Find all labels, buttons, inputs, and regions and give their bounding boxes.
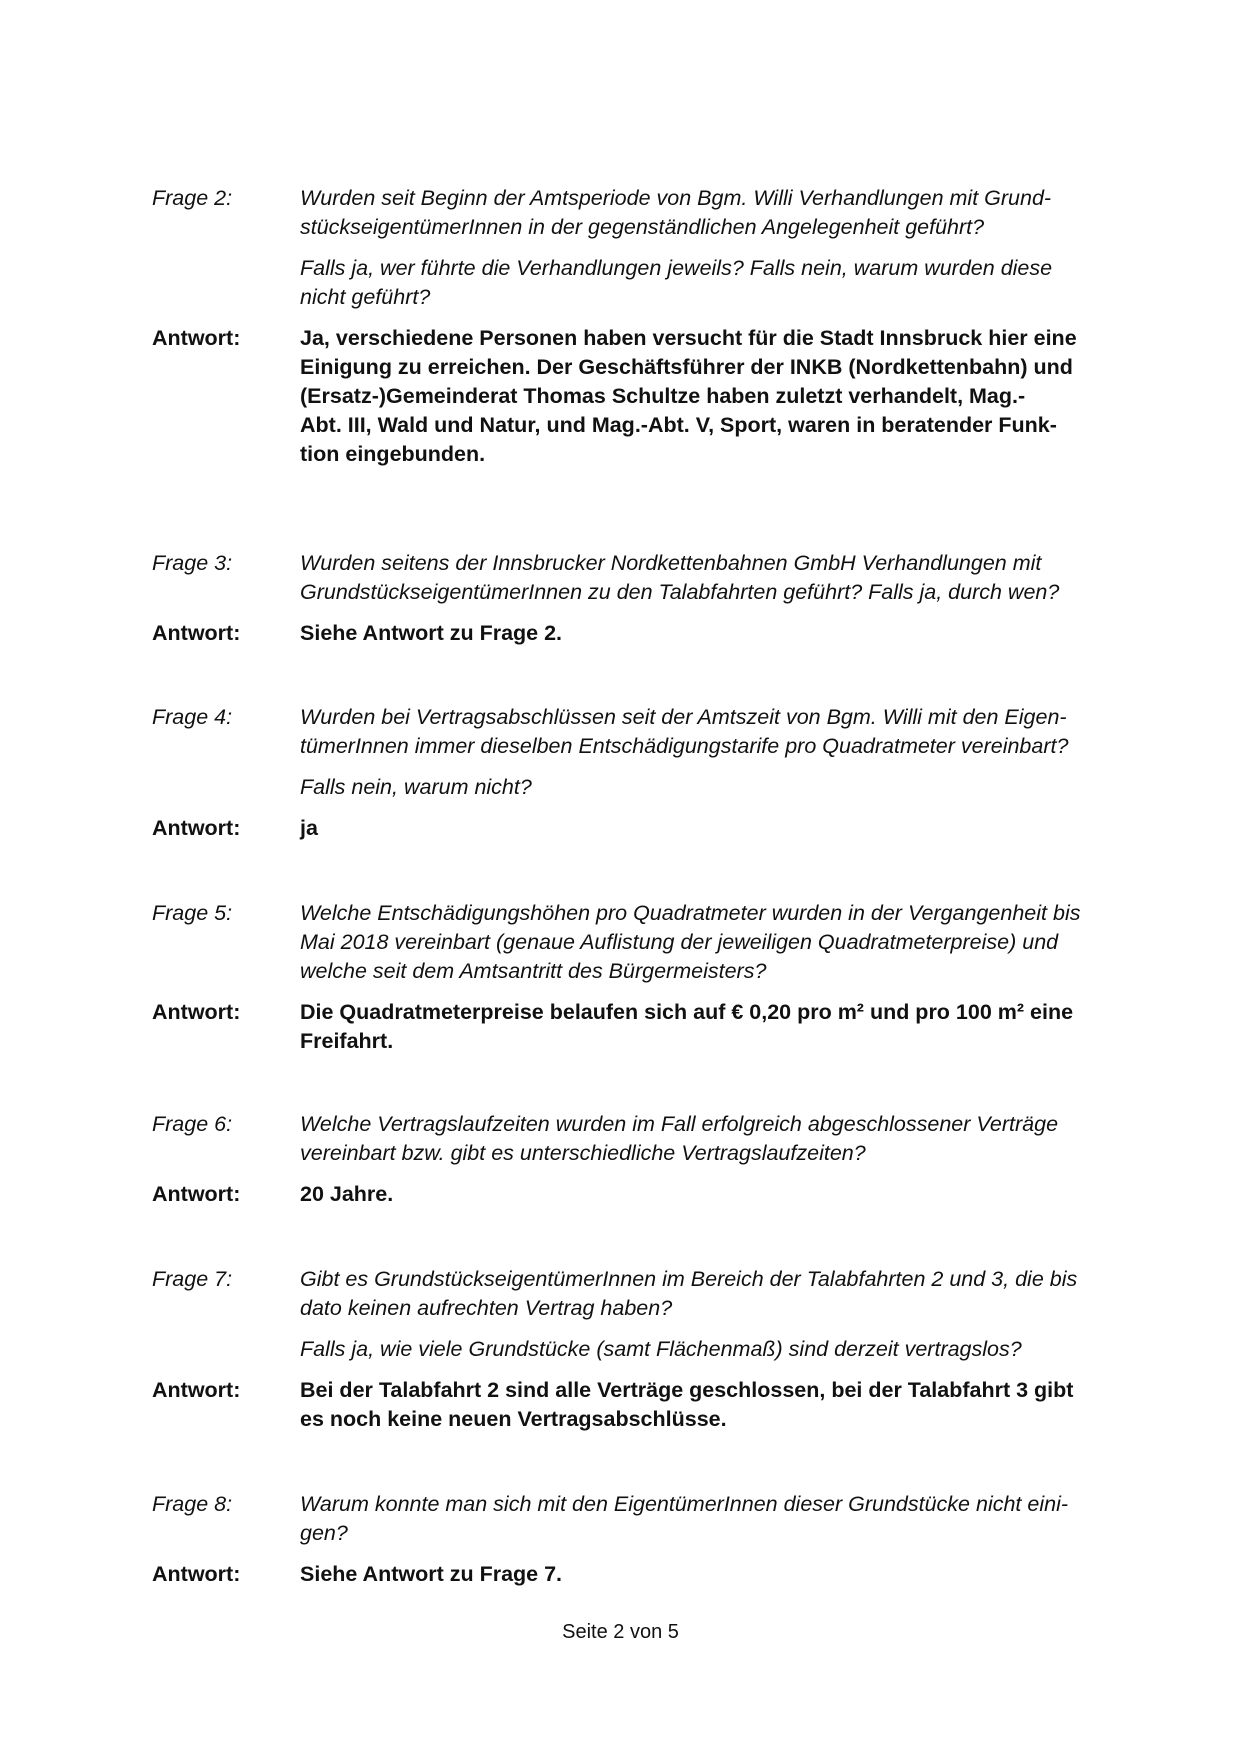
answer-line: Ja, verschiedene Personen haben versucht für die Stadt Innsbruck hier eine <box>300 326 1077 350</box>
answer-label: Antwort: <box>152 1378 241 1402</box>
question-row <box>152 899 1152 986</box>
question-line: stückseigentümerInnen in der gegenständlichen Angelegenheit geführt? <box>300 215 985 239</box>
question-line: Gibt es GrundstückseigentümerInnen im Bereich der Talabfahrten 2 und 3, die bis <box>300 1267 1078 1291</box>
qa-block-frage-3 <box>152 549 1152 648</box>
question-paragraph <box>300 703 1152 761</box>
answer-row <box>152 1376 1152 1434</box>
question-row <box>152 1490 1152 1548</box>
question-label: Frage 8: <box>152 1492 233 1516</box>
answer-text <box>300 1180 1152 1209</box>
answer-line: es noch keine neuen Vertragsabschlüsse. <box>300 1407 727 1431</box>
question-paragraph <box>300 899 1152 986</box>
question-row <box>152 184 1152 312</box>
question-row <box>152 549 1152 607</box>
answer-line: Bei der Talabfahrt 2 sind alle Verträge geschlossen, bei der Talabfahrt 3 gibt <box>300 1378 1074 1402</box>
answer-text <box>300 619 1152 648</box>
answer-row <box>152 998 1152 1056</box>
answer-label: Antwort: <box>152 621 241 645</box>
question-text <box>300 703 1152 802</box>
question-paragraph <box>300 1490 1152 1548</box>
question-line: gen? <box>300 1521 348 1545</box>
answer-text <box>300 1560 1152 1589</box>
answer-text <box>300 814 1152 843</box>
question-line: Falls nein, warum nicht? <box>300 775 532 799</box>
question-paragraph <box>300 549 1152 607</box>
answer-row <box>152 619 1152 648</box>
question-text <box>300 899 1152 986</box>
qa-block-frage-7 <box>152 1265 1152 1434</box>
question-line: Warum konnte man sich mit den EigentümerInnen dieser Grundstücke nicht eini- <box>300 1492 1069 1516</box>
qa-block-frage-4 <box>152 703 1152 843</box>
answer-line: Die Quadratmeterpreise belaufen sich auf € 0,20 pro m² und pro 100 m² eine <box>300 1000 1074 1024</box>
answer-label: Antwort: <box>152 1182 241 1206</box>
answer-row <box>152 1180 1152 1209</box>
question-line: Wurden bei Vertragsabschlüssen seit der Amtszeit von Bgm. Willi mit den Eigen- <box>300 705 1067 729</box>
qa-block-frage-6 <box>152 1110 1152 1209</box>
question-label: Frage 5: <box>152 901 233 925</box>
question-line: GrundstückseigentümerInnen zu den Talabfahrten geführt? Falls ja, durch wen? <box>300 580 1060 604</box>
question-line: welche seit dem Amtsantritt des Bürgermeisters? <box>300 959 767 983</box>
question-line: Welche Vertragslaufzeiten wurden im Fall erfolgreich abgeschlossener Verträge <box>300 1112 1059 1136</box>
answer-text <box>300 1376 1152 1434</box>
question-label: Frage 7: <box>152 1267 233 1291</box>
answer-line: ja <box>300 816 318 840</box>
question-line: Welche Entschädigungshöhen pro Quadratmeter wurden in der Vergangenheit bis <box>300 901 1081 925</box>
question-text <box>300 184 1152 312</box>
answer-line: Einigung zu erreichen. Der Geschäftsführer der INKB (Nordkettenbahn) und <box>300 355 1073 379</box>
question-line: Mai 2018 vereinbart (genaue Auflistung der jeweiligen Quadratmeterpreise) und <box>300 930 1059 954</box>
answer-row <box>152 1560 1152 1589</box>
qa-block-frage-5 <box>152 899 1152 1056</box>
answer-label: Antwort: <box>152 816 241 840</box>
question-paragraph <box>300 254 1152 312</box>
question-text <box>300 1490 1152 1548</box>
question-paragraph <box>300 1265 1152 1323</box>
question-text <box>300 1110 1152 1168</box>
question-line: tümerInnen immer dieselben Entschädigungstarife pro Quadratmeter vereinbart? <box>300 734 1069 758</box>
page-footer <box>0 1618 1241 1646</box>
question-line: Falls ja, wer führte die Verhandlungen jeweils? Falls nein, warum wurden diese <box>300 256 1053 280</box>
question-text <box>300 549 1152 607</box>
page-number: Seite 2 von 5 <box>562 1621 679 1643</box>
answer-text <box>300 998 1152 1056</box>
answer-line: (Ersatz-)Gemeinderat Thomas Schultze haben zuletzt verhandelt, Mag.- <box>300 384 1026 408</box>
answer-line: Siehe Antwort zu Frage 7. <box>300 1562 563 1586</box>
question-label: Frage 2: <box>152 186 233 210</box>
answer-label: Antwort: <box>152 326 241 350</box>
question-line: vereinbart bzw. gibt es unterschiedliche Vertragslaufzeiten? <box>300 1141 866 1165</box>
answer-line: Siehe Antwort zu Frage 2. <box>300 621 563 645</box>
answer-label: Antwort: <box>152 1000 241 1024</box>
answer-line: Freifahrt. <box>300 1029 394 1053</box>
question-text <box>300 1265 1152 1364</box>
answer-row <box>152 814 1152 843</box>
question-paragraph <box>300 1335 1152 1364</box>
question-line: Falls ja, wie viele Grundstücke (samt Flächenmaß) sind derzeit vertragslos? <box>300 1337 1022 1361</box>
question-label: Frage 6: <box>152 1112 233 1136</box>
question-row <box>152 703 1152 802</box>
answer-line: tion eingebunden. <box>300 442 486 466</box>
qa-block-frage-8 <box>152 1490 1152 1589</box>
question-row <box>152 1265 1152 1364</box>
question-paragraph <box>300 184 1152 242</box>
question-paragraph <box>300 773 1152 802</box>
answer-row <box>152 324 1152 469</box>
answer-label: Antwort: <box>152 1562 241 1586</box>
question-line: Wurden seitens der Innsbrucker Nordkettenbahnen GmbH Verhandlungen mit <box>300 551 1042 575</box>
question-label: Frage 4: <box>152 705 233 729</box>
answer-line: 20 Jahre. <box>300 1182 394 1206</box>
question-line: nicht geführt? <box>300 285 431 309</box>
question-line: dato keinen aufrechten Vertrag haben? <box>300 1296 673 1320</box>
question-row <box>152 1110 1152 1168</box>
question-paragraph <box>300 1110 1152 1168</box>
answer-text <box>300 324 1152 469</box>
answer-line: Abt. III, Wald und Natur, und Mag.-Abt. V, Sport, waren in beratender Funk- <box>300 413 1057 437</box>
question-label: Frage 3: <box>152 551 233 575</box>
question-line: Wurden seit Beginn der Amtsperiode von Bgm. Willi Verhandlungen mit Grund- <box>300 186 1052 210</box>
qa-block-frage-2 <box>152 184 1152 469</box>
